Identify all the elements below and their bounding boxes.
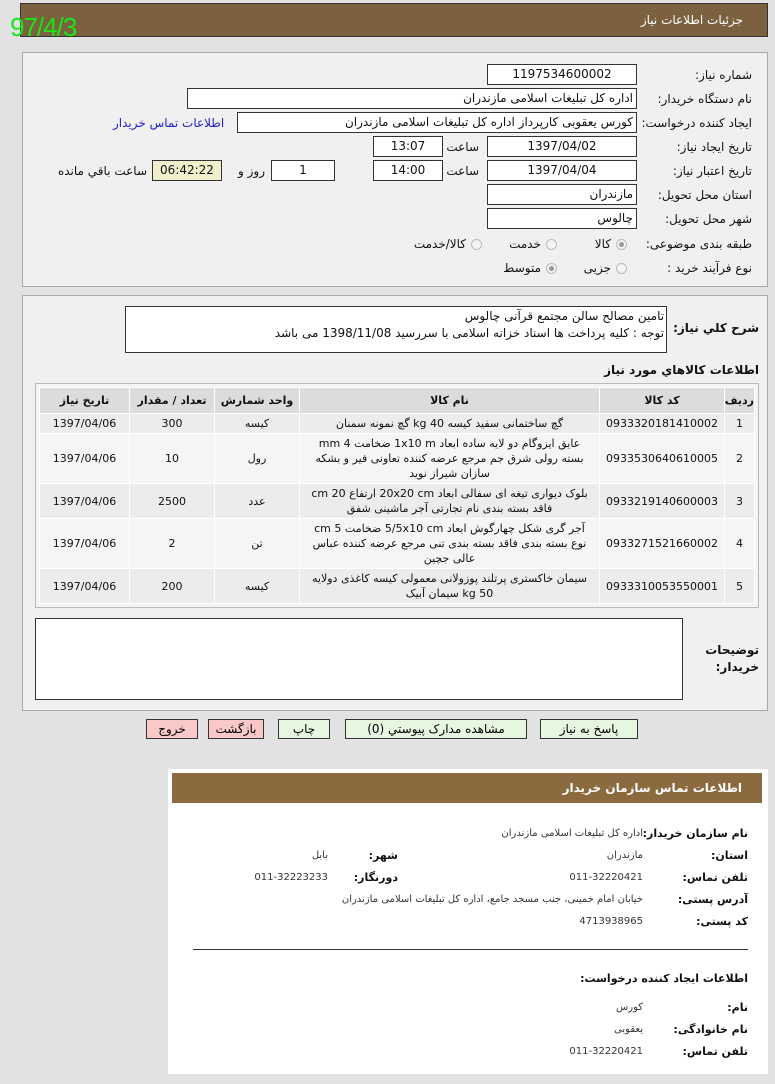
item-code: 0933310053550001 [600, 569, 725, 604]
date-stamp: 97/4/3 [10, 12, 77, 42]
contact-title: اطلاعات تماس سازمان خریدار [172, 773, 762, 803]
table-row [40, 434, 755, 484]
process-label: نوع فرآیند خرید : [667, 261, 752, 275]
fax-value: 011-32223233 [254, 872, 328, 883]
creator-title: اطلاعات ایجاد کننده درخواست: [580, 972, 748, 985]
goods-panel [22, 295, 768, 711]
col-row: ردیف [725, 388, 755, 414]
description-label: شرح کلي نياز: [673, 321, 759, 335]
row-number: 4 [725, 519, 755, 569]
buyer-name-label: نام دستگاه خریدار: [657, 92, 752, 106]
need-date: 1397/04/06 [40, 484, 130, 519]
reply-button[interactable]: پاسخ به نیاز [540, 719, 638, 739]
need-number-field[interactable]: 1197534600002 [487, 64, 637, 85]
created-time-field[interactable]: 13:07 [373, 136, 443, 157]
description-line: توجه : کلیه پرداخت ها اسناد خزانه اسلامی با سررسید 1398/11/08 می باشد [274, 326, 665, 340]
quantity: 2500 [130, 484, 215, 519]
table-row [40, 484, 755, 519]
city-field[interactable]: چالوس [487, 208, 637, 229]
org-value: اداره کل تبلیغات اسلامی مازندران [501, 828, 643, 839]
back-button[interactable]: بازگشت [208, 719, 264, 739]
view-attachments-button[interactable]: مشاهده مدارک پیوستي (0) [345, 719, 527, 739]
notes-row [35, 618, 759, 700]
process-option-medium[interactable]: متوسط [503, 261, 557, 275]
family-value: یعقوبی [614, 1024, 643, 1035]
row-number: 5 [725, 569, 755, 604]
category-option-service[interactable]: خدمت [509, 237, 557, 251]
valid-date-field[interactable]: 1397/04/04 [487, 160, 637, 181]
name-value: کورس [616, 1002, 643, 1013]
created-date-label: تاریخ ایجاد نیاز: [676, 140, 752, 154]
item-code: 0933530640610005 [600, 434, 725, 484]
row-number: 2 [725, 434, 755, 484]
description-row [35, 306, 759, 353]
goods-table-wrap [35, 383, 759, 608]
item-name: گچ ساختمانی سفید کیسه 40 kg گچ نمونه سمنان [300, 414, 600, 434]
unit: کیسه [215, 414, 300, 434]
creator-label: ایجاد کننده درخواست: [641, 116, 752, 130]
city-label: شهر: [368, 849, 398, 862]
name-label: نام: [727, 1001, 748, 1014]
province-label: استان: [711, 849, 748, 862]
buyer-name-field[interactable]: اداره کل تبلیغات اسلامی مازندران [187, 88, 637, 109]
item-code: 0933219140600003 [600, 484, 725, 519]
creator-phone-label: تلفن تماس: [682, 1045, 748, 1058]
col-unit: واحد شمارش [215, 388, 300, 414]
buyer-contact-panel [168, 769, 768, 1074]
radio-icon [546, 239, 557, 250]
unit: تن [215, 519, 300, 569]
page-title: جزئیات اطلاعات نیاز [640, 13, 743, 27]
row-number: 1 [725, 414, 755, 434]
phone-label: تلفن تماس: [682, 871, 748, 884]
quantity: 200 [130, 569, 215, 604]
need-date: 1397/04/06 [40, 569, 130, 604]
divider [193, 949, 748, 950]
need-date: 1397/04/06 [40, 434, 130, 484]
phone-value: 011-32220421 [569, 872, 643, 883]
lower-content [22, 295, 768, 1084]
postal-label: کد پستی: [696, 915, 748, 928]
remaining-time: 06:42:22 [152, 160, 222, 181]
page-header [20, 3, 768, 37]
action-buttons [22, 711, 768, 755]
table-row [40, 519, 755, 569]
col-name: نام کالا [300, 388, 600, 414]
org-label: نام سازمان خریدار: [642, 827, 748, 840]
days-field[interactable]: 1 [271, 160, 335, 181]
remaining-label: ساعت باقي مانده [57, 164, 147, 178]
unit: عدد [215, 484, 300, 519]
valid-date-label: تاریخ اعتبار نیاز: [672, 164, 752, 178]
item-name: عایق ایزوگام دو لایه ساده ابعاد 1x10 m ضخامت 4 mm بسته رولی شرق جم مرجع عرضه کننده تعاونی فیر و بشکه سازان شیراز نوید [300, 434, 600, 484]
print-button[interactable]: چاپ [278, 719, 330, 739]
quantity: 10 [130, 434, 215, 484]
address-label: آدرس پستی: [677, 893, 748, 906]
process-option-minor[interactable]: جزیی [584, 261, 627, 275]
family-label: نام خانوادگی: [673, 1023, 748, 1036]
unit: رول [215, 434, 300, 484]
buyer-notes-label: توضیحات خریدار: [705, 643, 759, 674]
category-option-goods[interactable]: کالا [595, 237, 627, 251]
category-option-goods-service[interactable]: کالا/خدمت [414, 237, 482, 251]
fax-label: دورنگار: [353, 871, 398, 884]
unit: کیسه [215, 569, 300, 604]
created-time-label: ساعت [446, 140, 479, 154]
created-date-field[interactable]: 1397/04/02 [487, 136, 637, 157]
need-date: 1397/04/06 [40, 414, 130, 434]
item-name: بلوک دیواری تیغه ای سفالی ابعاد 20x20 cm ارتفاع 20 cm فاقد بسته بندی نام تجارتی آجر ماشینی شفق [300, 484, 600, 519]
buyer-notes-textarea[interactable] [35, 618, 683, 700]
valid-time-field[interactable]: 14:00 [373, 160, 443, 181]
creator-field[interactable]: کورس یعقوبی کارپرداز اداره کل تبلیغات اسلامی مازندران [237, 112, 637, 133]
radio-icon [471, 239, 482, 250]
quantity: 2 [130, 519, 215, 569]
radio-icon [546, 263, 557, 274]
need-details-panel [22, 52, 768, 287]
need-number-label: شماره نیاز: [695, 68, 752, 82]
valid-time-label: ساعت [446, 164, 479, 178]
address-value: خیابان امام خمینی، جنب مسجد جامع، اداره کل تبلیغات اسلامی مازندران [341, 894, 643, 905]
city-label: شهر محل تحویل: [665, 212, 752, 226]
col-code: کد کالا [600, 388, 725, 414]
table-row [40, 569, 755, 604]
item-code: 0933271521660002 [600, 519, 725, 569]
radio-icon [616, 239, 627, 250]
item-name: آجر گری شکل چهارگوش ابعاد 5/5x10 cm ضخامت 5 cm نوع بسته بندی فاقد بسته بندی تنی مرجع عرضه کننده عباس عالی جچین [300, 519, 600, 569]
row-number: 3 [725, 484, 755, 519]
description-textarea[interactable] [125, 306, 667, 353]
item-name: سیمان خاکستری پرتلند پوزولانی معمولی کیسه کاغذی دولایه 50 kg سیمان آبیک [300, 569, 600, 604]
goods-title: اطلاعات کالاهاي مورد نياز [604, 363, 759, 377]
province-field[interactable]: مازندران [487, 184, 637, 205]
radio-icon [616, 263, 627, 274]
days-label: روز و [238, 164, 265, 178]
item-code: 0933320181410002 [600, 414, 725, 434]
exit-button[interactable]: خروج [146, 719, 198, 739]
description-line: تامین مصالح سالن مجتمع قرآنی چالوس [464, 309, 665, 323]
col-date: تاریخ نیاز [40, 388, 130, 414]
postal-value: 4713938965 [579, 916, 643, 927]
city-value: بابل [311, 850, 328, 861]
buyer-contact-link[interactable]: اطلاعات تماس خریدار [113, 116, 225, 130]
need-date: 1397/04/06 [40, 519, 130, 569]
col-qty: تعداد / مقدار [130, 388, 215, 414]
goods-table [39, 387, 755, 604]
quantity: 300 [130, 414, 215, 434]
province-label: استان محل تحویل: [657, 188, 752, 202]
creator-phone-value: 011-32220421 [569, 1046, 643, 1057]
province-value: مازندران [606, 850, 643, 861]
category-label: طبقه بندی موضوعی: [645, 237, 752, 251]
table-row [40, 414, 755, 434]
